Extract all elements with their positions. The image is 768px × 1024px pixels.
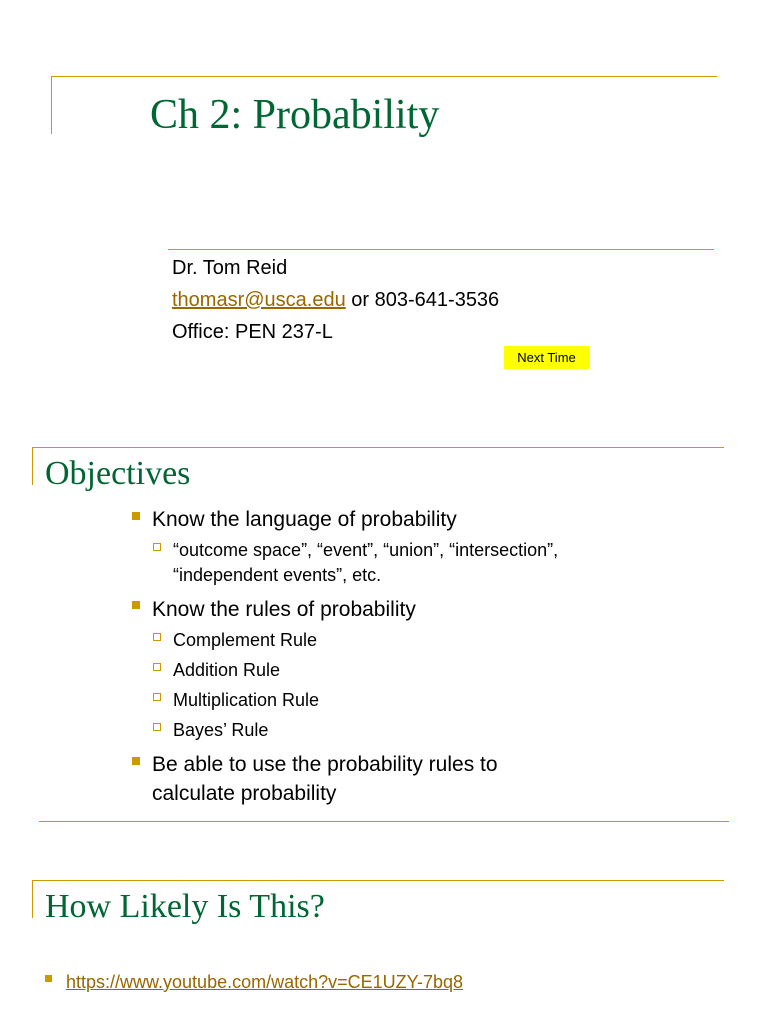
objective-item: Know the language of probability <box>152 508 457 531</box>
slide2-left-rule <box>32 447 33 485</box>
slide1-title: Ch 2: Probability <box>150 92 440 138</box>
slide3-left-rule <box>32 880 33 918</box>
objective-item: Know the rules of probability <box>152 598 416 621</box>
instructor-name: Dr. Tom Reid <box>172 257 288 279</box>
sub-objective-item: Bayes’ Rule <box>173 720 269 740</box>
hollow-square-icon <box>153 693 161 701</box>
slide1-left-rule <box>51 76 52 134</box>
slide1-top-rule <box>51 76 717 77</box>
sub-objective-item: “outcome space”, “event”, “union”, “intersection”, <box>173 540 559 560</box>
slide2-bottom-rule <box>39 821 729 822</box>
objective-item-continued: calculate probability <box>152 782 337 805</box>
contact-line <box>172 288 499 312</box>
next-time-badge: Next Time <box>504 346 589 369</box>
slide2-top-rule <box>32 447 724 448</box>
hollow-square-icon <box>153 633 161 641</box>
youtube-link[interactable]: https://www.youtube.com/watch?v=CE1UZY-7bq8 <box>66 972 464 992</box>
slide3-top-rule <box>32 880 724 881</box>
hollow-square-icon <box>153 723 161 731</box>
office-line: Office: PEN 237-L <box>172 321 333 343</box>
bullet-square-icon <box>132 512 140 520</box>
bullet-square-icon <box>45 975 52 982</box>
hollow-square-icon <box>153 543 161 551</box>
objective-item: Be able to use the probability rules to <box>152 753 498 776</box>
slide2-title: Objectives <box>45 455 191 492</box>
email-link[interactable]: thomasr@usca.edu <box>172 289 346 311</box>
sub-objective-item: Multiplication Rule <box>173 690 320 710</box>
bullet-square-icon <box>132 601 140 609</box>
sub-objective-item: Complement Rule <box>173 630 318 650</box>
phone-text: or 803-641-3536 <box>345 289 500 311</box>
bullet-square-icon <box>132 757 140 765</box>
slide3-title: How Likely Is This? <box>45 888 325 925</box>
sub-objective-item: “independent events”, etc. <box>173 565 382 585</box>
sub-objective-item: Addition Rule <box>173 660 281 680</box>
slide1-subtitle-rule <box>168 249 714 250</box>
hollow-square-icon <box>153 663 161 671</box>
